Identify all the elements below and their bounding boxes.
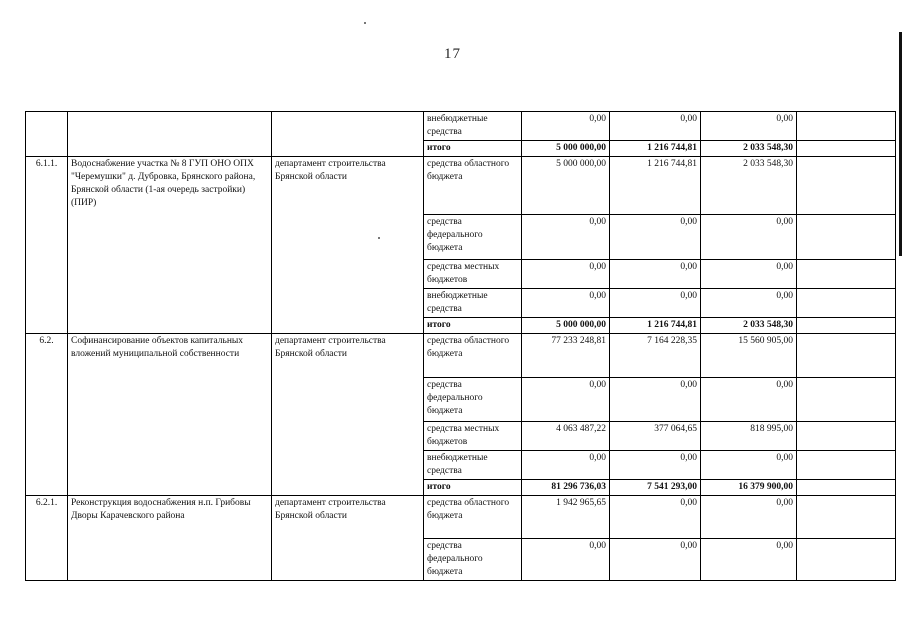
amount-v2: 0,00 bbox=[610, 378, 701, 422]
amount-v1: 0,00 bbox=[522, 289, 610, 318]
empty-cell bbox=[797, 215, 896, 260]
amount-v3: 0,00 bbox=[701, 378, 797, 422]
amount-v3: 0,00 bbox=[701, 451, 797, 480]
amount-v3: 0,00 bbox=[701, 112, 797, 141]
empty-cell bbox=[797, 334, 896, 378]
empty-cell bbox=[797, 451, 896, 480]
table-row bbox=[26, 496, 896, 539]
amount-v2: 7 541 293,00 bbox=[610, 480, 701, 496]
item-name: Софинансирование объектов капитальных вложений муниципальной собственности bbox=[68, 334, 272, 496]
amount-v1: 0,00 bbox=[522, 112, 610, 141]
funding-source-label: внебюджетные средства bbox=[424, 112, 522, 141]
empty-cell bbox=[797, 422, 896, 451]
item-number: 6.1.1. bbox=[26, 157, 68, 334]
item-name: Водоснабжение участка № 8 ГУП ОНО ОПХ "Черемушки" д. Дубровка, Брянского района, Брянской области (1-ая очередь застройки) (ПИР) bbox=[68, 157, 272, 334]
empty-cell bbox=[797, 157, 896, 215]
responsible-department bbox=[272, 112, 424, 157]
funding-source-label: средства местных бюджетов bbox=[424, 260, 522, 289]
funding-source-label: средства федерального бюджета bbox=[424, 539, 522, 581]
amount-v2: 0,00 bbox=[610, 451, 701, 480]
amount-v3: 0,00 bbox=[701, 215, 797, 260]
amount-v3: 16 379 900,00 bbox=[701, 480, 797, 496]
funding-source-label: итого bbox=[424, 318, 522, 334]
amount-v2: 1 216 744,81 bbox=[610, 141, 701, 157]
responsible-department: департамент строительства Брянской области bbox=[272, 496, 424, 581]
funding-source-label: средства местных бюджетов bbox=[424, 422, 522, 451]
amount-v2: 0,00 bbox=[610, 112, 701, 141]
funding-source-label: внебюджетные средства bbox=[424, 451, 522, 480]
scan-speck bbox=[364, 22, 366, 24]
funding-source-label: итого bbox=[424, 141, 522, 157]
empty-cell bbox=[797, 539, 896, 581]
funding-source-label: средства областного бюджета bbox=[424, 496, 522, 539]
table-row bbox=[26, 157, 896, 215]
item-name: Реконструкция водоснабжения н.п. Грибовы Дворы Карачевского района bbox=[68, 496, 272, 581]
empty-cell bbox=[797, 289, 896, 318]
page-number: 17 bbox=[444, 46, 461, 62]
amount-v1: 81 296 736,03 bbox=[522, 480, 610, 496]
amount-v1: 5 000 000,00 bbox=[522, 141, 610, 157]
empty-cell bbox=[797, 141, 896, 157]
item-name bbox=[68, 112, 272, 157]
item-number: 6.2. bbox=[26, 334, 68, 496]
funding-source-label: итого bbox=[424, 480, 522, 496]
amount-v3: 0,00 bbox=[701, 539, 797, 581]
amount-v3: 818 995,00 bbox=[701, 422, 797, 451]
responsible-department: департамент строительства Брянской области bbox=[272, 334, 424, 496]
empty-cell bbox=[797, 496, 896, 539]
empty-cell bbox=[797, 260, 896, 289]
funding-source-label: внебюджетные средства bbox=[424, 289, 522, 318]
funding-source-label: средства областного бюджета bbox=[424, 334, 522, 378]
amount-v2: 1 216 744,81 bbox=[610, 157, 701, 215]
amount-v2: 0,00 bbox=[610, 215, 701, 260]
empty-cell bbox=[797, 480, 896, 496]
financing-table bbox=[25, 111, 896, 581]
amount-v2: 0,00 bbox=[610, 260, 701, 289]
table-row bbox=[26, 334, 896, 378]
amount-v1: 5 000 000,00 bbox=[522, 318, 610, 334]
amount-v1: 5 000 000,00 bbox=[522, 157, 610, 215]
amount-v1: 0,00 bbox=[522, 215, 610, 260]
amount-v3: 2 033 548,30 bbox=[701, 157, 797, 215]
amount-v3: 0,00 bbox=[701, 260, 797, 289]
funding-source-label: средства федерального бюджета bbox=[424, 378, 522, 422]
amount-v1: 0,00 bbox=[522, 378, 610, 422]
empty-cell bbox=[797, 378, 896, 422]
amount-v2: 1 216 744,81 bbox=[610, 318, 701, 334]
amount-v3: 0,00 bbox=[701, 496, 797, 539]
item-number bbox=[26, 112, 68, 157]
amount-v1: 0,00 bbox=[522, 539, 610, 581]
empty-cell bbox=[797, 112, 896, 141]
table-row bbox=[26, 112, 896, 141]
empty-cell bbox=[797, 318, 896, 334]
amount-v3: 2 033 548,30 bbox=[701, 141, 797, 157]
funding-source-label: средства областного бюджета bbox=[424, 157, 522, 215]
amount-v1: 0,00 bbox=[522, 260, 610, 289]
responsible-department: департамент строительства Брянской области bbox=[272, 157, 424, 334]
amount-v3: 15 560 905,00 bbox=[701, 334, 797, 378]
funding-source-label: средства федерального бюджета bbox=[424, 215, 522, 260]
margin-mark bbox=[899, 32, 902, 256]
amount-v2: 0,00 bbox=[610, 539, 701, 581]
amount-v3: 0,00 bbox=[701, 289, 797, 318]
amount-v2: 0,00 bbox=[610, 496, 701, 539]
amount-v2: 7 164 228,35 bbox=[610, 334, 701, 378]
amount-v1: 4 063 487,22 bbox=[522, 422, 610, 451]
amount-v1: 77 233 248,81 bbox=[522, 334, 610, 378]
amount-v2: 377 064,65 bbox=[610, 422, 701, 451]
amount-v1: 0,00 bbox=[522, 451, 610, 480]
amount-v2: 0,00 bbox=[610, 289, 701, 318]
item-number: 6.2.1. bbox=[26, 496, 68, 581]
amount-v3: 2 033 548,30 bbox=[701, 318, 797, 334]
amount-v1: 1 942 965,65 bbox=[522, 496, 610, 539]
